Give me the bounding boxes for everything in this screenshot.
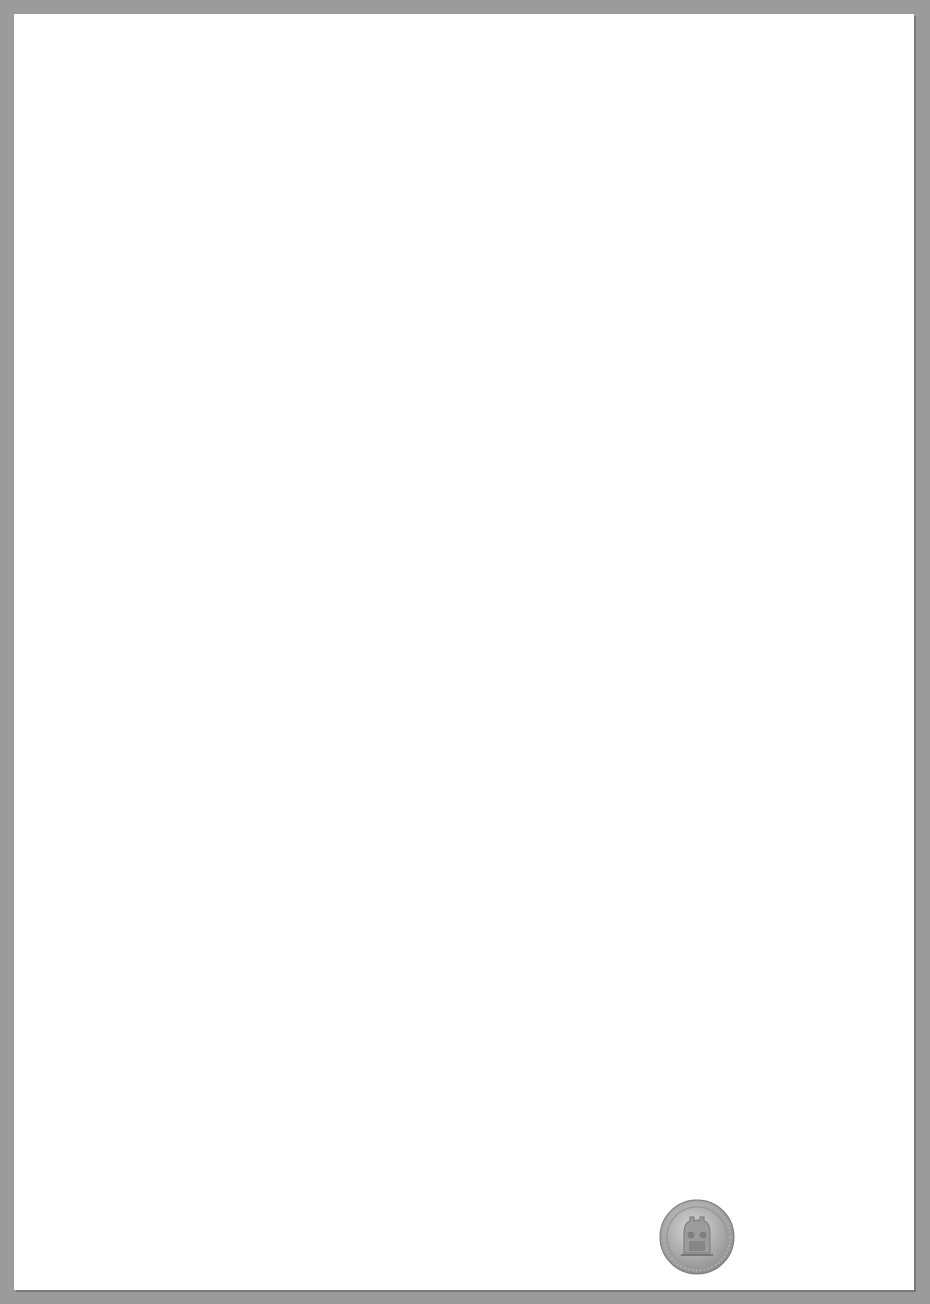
document-page <box>14 14 914 1290</box>
society-logo <box>659 1199 753 1275</box>
genealogy-content <box>76 66 866 81</box>
seal-emblem-icon <box>659 1199 735 1275</box>
